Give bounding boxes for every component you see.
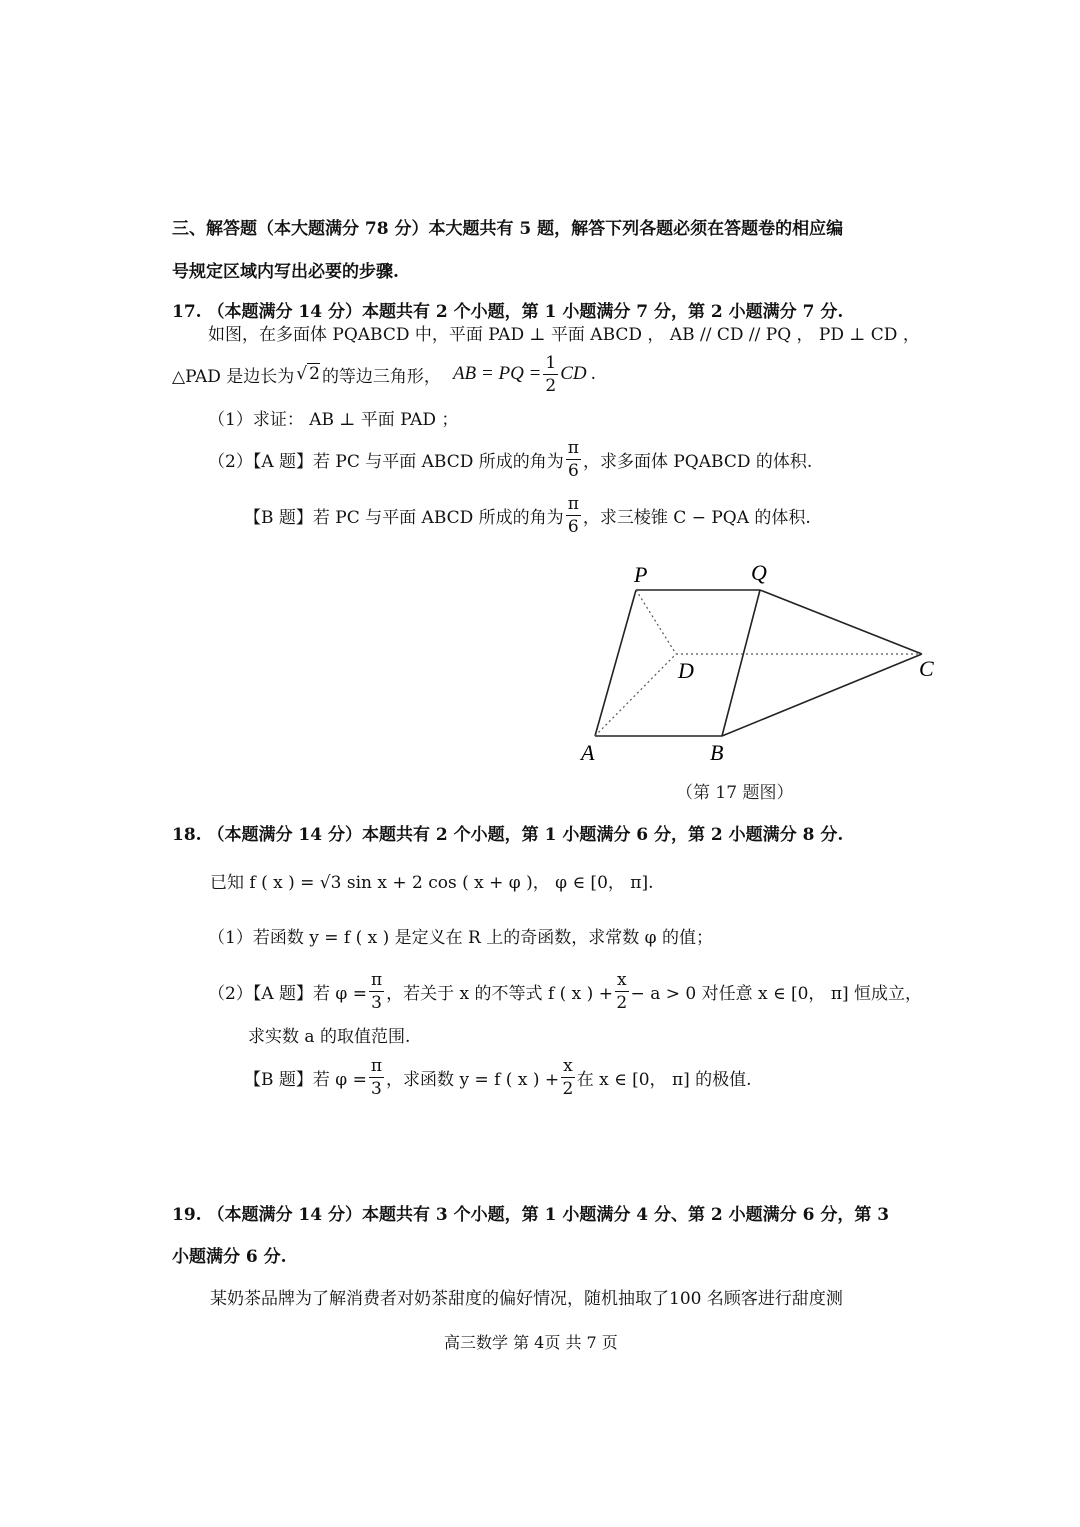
frac-num: x xyxy=(616,969,627,990)
polyhedron-figure xyxy=(570,558,970,808)
q19-header-line2: 小题满分 6 分. xyxy=(172,1247,287,1267)
sqrt-expr: √ 2 xyxy=(296,364,320,384)
frac-num: 1 xyxy=(545,352,557,373)
q17-line1: 如图，在多面体 PQABCD 中，平面 PAD ⊥ 平面 ABCD ， AB // CD // PQ ， PD ⊥ CD ， xyxy=(208,325,920,345)
page-footer: 高三数学 第 4页 共 7 页 xyxy=(444,1333,618,1352)
frac-den: 2 xyxy=(545,375,557,396)
q17-part1: （1）求证： AB ⊥ 平面 PAD ； xyxy=(208,410,459,430)
figure-caption: （第 17 题图） xyxy=(676,783,794,803)
fraction-x-2 xyxy=(561,1055,575,1100)
q17-part2a-post: ，求多面体 PQABCD 的体积. xyxy=(582,451,813,472)
frac-num: x xyxy=(563,1055,573,1076)
sqrt-value: 2 xyxy=(309,364,320,384)
label-d: D xyxy=(678,658,694,683)
frac-num: π xyxy=(370,1055,383,1076)
q19-header-line1: 19. （本题满分 14 分）本题共有 3 个小题，第 1 小题满分 4 分、第 2 小题满分 6 分，第 3 xyxy=(172,1205,890,1225)
q17-line2 xyxy=(172,352,596,396)
fraction-x-2 xyxy=(615,969,629,1014)
frac-den: 3 xyxy=(371,992,382,1013)
q17-line2-a: △PAD 是边长为 xyxy=(172,366,295,387)
frac-num: π xyxy=(370,969,383,990)
q17-part2b xyxy=(244,490,811,540)
q18-part2a-post: − a > 0 对任意 x ∈ [0， π] 恒成立， xyxy=(630,983,923,1004)
q18-part2a-pre: （2）【A 题】若 φ = xyxy=(208,983,367,1004)
q18-part1: （1）若函数 y = f ( x ) 是定义在 R 上的奇函数，求常数 φ 的值； xyxy=(208,928,713,948)
q17-line2-b: 的等边三角形， xyxy=(321,366,441,387)
fraction-pi-6 xyxy=(566,437,581,482)
label-a: A xyxy=(581,740,595,765)
fraction-pi-6 xyxy=(566,493,581,538)
edge-qc xyxy=(760,590,922,654)
fraction-half xyxy=(543,352,558,397)
frac-den: 2 xyxy=(562,1078,574,1099)
edge-bc xyxy=(722,654,922,736)
hidden-edge-pd xyxy=(636,590,676,654)
frac-den: 6 xyxy=(567,460,579,481)
q18-part2b-post: 在 x ∈ [0， π] 的极值. xyxy=(576,1069,752,1090)
q18-header: 18. （本题满分 14 分）本题共有 2 个小题，第 1 小题满分 6 分，第 2 小题满分 8 分. xyxy=(172,825,844,845)
q17-cd: CD . xyxy=(560,363,597,384)
q17-part2b-pre: 【B 题】若 PC 与平面 ABCD 所成的角为 xyxy=(244,507,564,528)
q18-given: 已知 f ( x ) = √3 sin x + 2 cos ( x + φ )， φ ∈ [0， π]. xyxy=(210,873,654,893)
section-title-line1: 三、解答题（本大题满分 78 分）本大题共有 5 题，解答下列各题必须在答题卷的相应编 xyxy=(172,219,844,239)
q19-body: 某奶茶品牌为了解消费者对奶茶甜度的偏好情况，随机抽取了100 名顾客进行甜度测 xyxy=(210,1289,843,1309)
q17-part2a-pre: （2）【A 题】若 PC 与平面 ABCD 所成的角为 xyxy=(208,451,564,472)
q18-part2a-mid: ，若关于 x 的不等式 f ( x ) + xyxy=(386,983,613,1004)
frac-den: 3 xyxy=(371,1078,382,1099)
label-b: B xyxy=(710,740,724,765)
q17-part2a xyxy=(208,434,812,484)
frac-den: 2 xyxy=(616,992,628,1013)
frac-den: 6 xyxy=(567,516,579,537)
label-c: C xyxy=(919,656,934,681)
label-p: P xyxy=(634,562,648,587)
q18-part2a xyxy=(208,966,922,1016)
frac-num: π xyxy=(567,493,579,514)
q18-part2b-mid: ，求函数 y = f ( x ) + xyxy=(386,1069,560,1090)
frac-num: π xyxy=(567,437,579,458)
edge-pa xyxy=(595,590,636,736)
q17-part2b-post: ，求三棱锥 C − PQA 的体积. xyxy=(582,507,811,528)
fraction-pi-3 xyxy=(369,969,384,1014)
edge-qb xyxy=(722,590,760,736)
q18-part2b-pre: 【B 题】若 φ = xyxy=(244,1069,367,1090)
q17-header: 17. （本题满分 14 分）本题共有 2 个小题，第 1 小题满分 7 分，第 2 小题满分 7 分. xyxy=(172,302,844,322)
q18-part2b xyxy=(244,1052,752,1102)
section-title-line2: 号规定区域内写出必要的步骤. xyxy=(172,262,399,282)
fraction-pi-3 xyxy=(369,1055,384,1100)
label-q: Q xyxy=(751,560,767,585)
q17-eq: AB = PQ = xyxy=(452,363,542,384)
q18-part2a-line2: 求实数 a 的取值范围. xyxy=(248,1027,411,1047)
